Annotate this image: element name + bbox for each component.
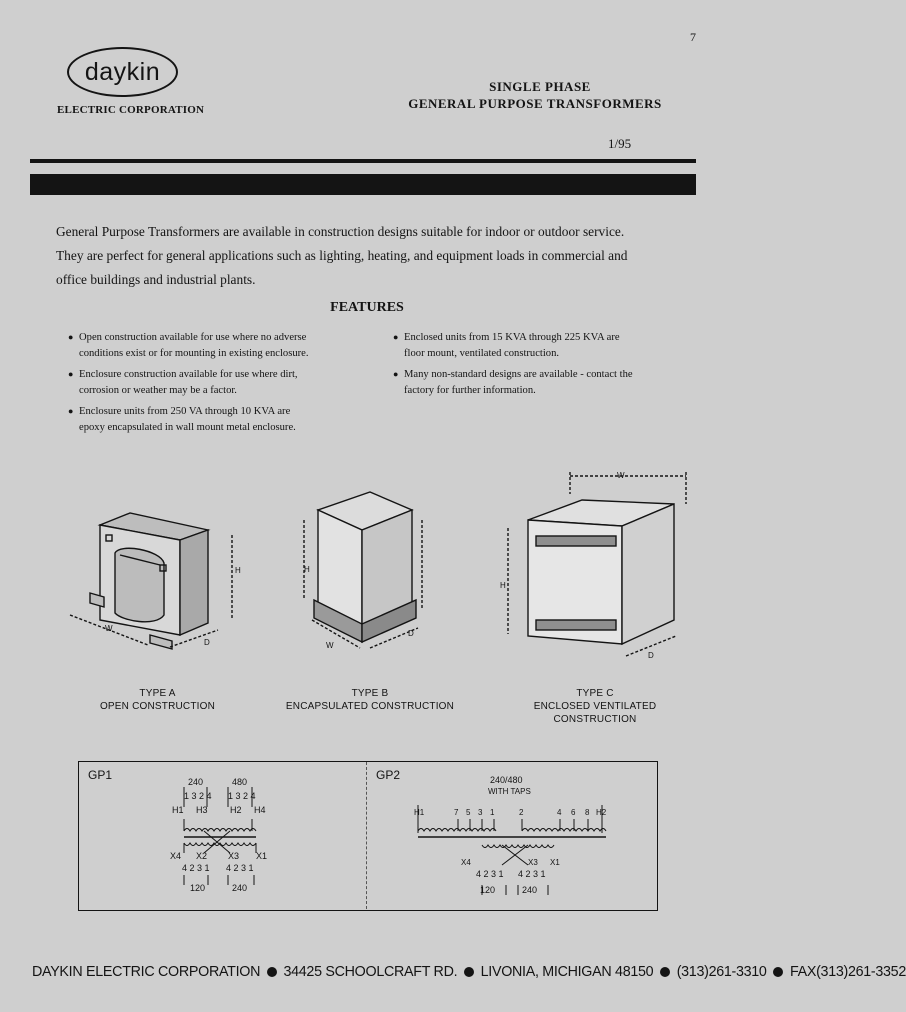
gp2-tap: 7 (454, 808, 459, 817)
type-c-subtitle: ENCLOSED VENTILATED (533, 701, 657, 712)
type-b-drawing (290, 480, 450, 660)
gp2-tap: 6 (571, 808, 576, 817)
type-b-caption (270, 687, 470, 713)
bullet-icon: ● (68, 369, 74, 379)
type-c-title: TYPE C (576, 688, 614, 699)
document-date: 1/95 (608, 136, 632, 151)
dimension-width-label: W (326, 641, 334, 650)
gp2-tap: 5 (466, 808, 471, 817)
gp2-secondary-right-voltage: 240 (522, 885, 538, 895)
footer-city: LIVONIA, MICHIGAN 48150 (480, 964, 654, 980)
gp2-tap: 1 (490, 808, 495, 817)
bullet-icon (267, 967, 277, 977)
features-heading: FEATURES (330, 300, 404, 315)
gp1-label: GP1 (88, 768, 113, 782)
daykin-logo (67, 47, 178, 97)
gp2-tap: 3 (478, 808, 483, 817)
feature-text: Enclosed units from 15 KVA through 225 KVA are (404, 332, 620, 343)
gp1-terminal-x3: X3 (228, 851, 240, 861)
gp2-tap: 4 (557, 808, 562, 817)
type-a-title: TYPE A (139, 688, 176, 699)
feature-text: epoxy encapsulated in wall mount metal enclosure. (79, 421, 296, 433)
feature-item (68, 367, 369, 398)
footer-contact (32, 964, 906, 980)
feature-text: Open construction available for use where no adverse (79, 332, 307, 343)
gp2-secondary-left-taps: 4 2 3 1 (476, 869, 504, 879)
intro-line: They are perfect for general applications such as lighting, heating, and equipment loads in commercial and (56, 248, 628, 263)
gp2-tap: 8 (585, 808, 590, 817)
feature-text: conditions exist or for mounting in existing enclosure. (79, 347, 309, 359)
type-c-caption (500, 687, 690, 726)
type-b-subtitle: ENCAPSULATED CONSTRUCTION (285, 701, 455, 712)
feature-text: factory for further information. (404, 384, 536, 396)
gp2-with-taps: WITH TAPS (488, 787, 531, 796)
gp2-label: GP2 (376, 768, 401, 782)
dimension-depth-label: D (648, 651, 654, 660)
logo-text: daykin (84, 57, 161, 86)
bullet-icon (773, 967, 783, 977)
type-a-subtitle: OPEN CONSTRUCTION (99, 701, 216, 712)
gp2-voltage: 240/480 (490, 775, 523, 785)
feature-item (393, 330, 694, 361)
feature-text: Enclosure units from 250 VA through 10 KVA are (79, 406, 291, 417)
type-b-title: TYPE B (351, 688, 389, 699)
intro-line: General Purpose Transformers are available in construction designs suitable for indoor or outdoor service. (56, 224, 625, 239)
gp1-primary-left-taps: 1 3 2 4 (184, 791, 212, 801)
gp2-terminal-h2: H2 (596, 808, 607, 817)
dimension-height-label: H (500, 581, 506, 590)
type-c-drawing (490, 460, 690, 680)
gp2-tap: 2 (519, 808, 524, 817)
dimension-width-label: W (105, 624, 113, 633)
intro-paragraph (56, 220, 682, 292)
gp1-terminal-x4: X4 (170, 851, 182, 861)
dimension-height-label: H (235, 566, 241, 575)
gp2-secondary-left-voltage: 120 (480, 885, 496, 895)
header-rule-thin (30, 159, 696, 163)
feature-item (68, 330, 369, 361)
bullet-icon: ● (393, 369, 399, 379)
gp1-primary-right-voltage: 480 (232, 777, 248, 787)
title-line-1: SINGLE PHASE (489, 79, 591, 94)
feature-item (68, 404, 369, 435)
bullet-icon (660, 967, 670, 977)
gp1-primary-left-voltage: 240 (188, 777, 204, 787)
dimension-height-label: H (304, 565, 310, 574)
gp1-secondary-right-voltage: 240 (232, 883, 248, 893)
footer-fax: FAX(313)261-3352 (789, 964, 906, 980)
gp1-secondary-left-voltage: 120 (190, 883, 206, 893)
dimension-width-label: W (617, 471, 625, 480)
feature-text: Enclosure construction available for use where dirt, (79, 369, 298, 380)
intro-line: office buildings and industrial plants. (56, 272, 256, 287)
gp1-terminal-h4: H4 (254, 805, 266, 815)
type-a-caption (60, 687, 255, 713)
gp1-primary-right-taps: 1 3 2 4 (228, 791, 256, 801)
gp1-terminal-x2: X2 (196, 851, 208, 861)
gp1-secondary-left-taps: 4 2 3 1 (182, 863, 210, 873)
gp1-terminal-x1: X1 (256, 851, 268, 861)
dimension-depth-label: D (204, 638, 210, 647)
page-number: 7 (690, 30, 696, 44)
feature-text: Many non-standard designs are available - contact the (404, 369, 633, 380)
gp2-terminal-x4: X4 (461, 858, 471, 867)
title-line-2: GENERAL PURPOSE TRANSFORMERS (408, 96, 662, 111)
gp1-secondary-right-taps: 4 2 3 1 (226, 863, 254, 873)
bullet-icon: ● (393, 332, 399, 342)
feature-item (393, 367, 694, 398)
gp2-secondary-right-taps: 4 2 3 1 (518, 869, 546, 879)
footer-address: 34425 SCHOOLCRAFT RD. (283, 964, 458, 980)
type-c-subtitle-2: CONSTRUCTION (553, 714, 637, 725)
dimension-depth-label: D (408, 629, 414, 638)
type-a-drawing (60, 495, 260, 665)
footer-company: DAYKIN ELECTRIC CORPORATION (32, 964, 261, 980)
bullet-icon: ● (68, 406, 74, 416)
company-name: ELECTRIC CORPORATION (57, 104, 205, 116)
gp1-terminal-h1: H1 (172, 805, 184, 815)
gp2-terminal-h1: H1 (414, 808, 425, 817)
header-rule-thick (30, 174, 696, 195)
feature-text: corrosion or weather may be a factor. (79, 384, 237, 396)
bullet-icon: ● (68, 332, 74, 342)
gp2-terminal-x3: X3 (528, 858, 538, 867)
gp2-terminal-x1: X1 (550, 858, 560, 867)
feature-text: floor mount, ventilated construction. (404, 347, 560, 359)
bullet-icon (464, 967, 474, 977)
gp1-terminal-h3: H3 (196, 805, 208, 815)
gp1-terminal-h2: H2 (230, 805, 242, 815)
footer-phone: (313)261-3310 (676, 964, 767, 980)
wiring-diagrams (78, 761, 658, 911)
